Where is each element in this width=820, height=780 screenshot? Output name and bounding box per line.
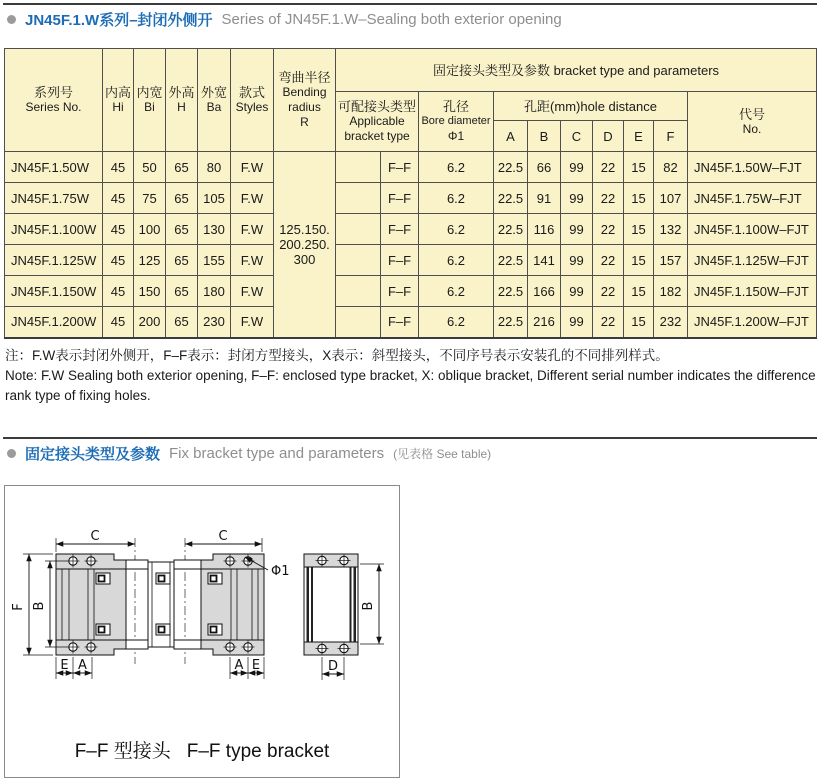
hdr-h-en: H: [177, 100, 186, 114]
dim-label-b-side: B: [361, 601, 376, 611]
cell-bi: 200: [134, 307, 166, 338]
hdr-h-zh: 外高: [168, 85, 195, 100]
cell-code: JN45F.1.100W–FJT: [688, 214, 817, 245]
group-header-bracket: 固定接头类型及参数 bracket type and parameters: [336, 49, 817, 92]
hdr-bi-zh: 内宽: [136, 85, 163, 100]
cell-series: JN45F.1.50W: [5, 152, 103, 183]
hdr-bending-r: R: [300, 115, 309, 129]
cell-bore: 6.2: [419, 152, 494, 183]
dim-label-c1: C: [90, 529, 100, 544]
cell-bracket: F–F: [381, 214, 419, 245]
section1-header: [7, 9, 562, 30]
hdr-bore-zh: 孔径: [442, 99, 469, 114]
cell-bracket-icon: [336, 245, 381, 276]
cell-hi: 45: [103, 276, 134, 307]
bracket-technical-drawing: [5, 486, 399, 777]
dim-label-e-left: E: [60, 658, 69, 673]
cell-code: JN45F.1.200W–FJT: [688, 307, 817, 338]
cell-e: 15: [624, 245, 654, 276]
cell-b: 141: [528, 245, 561, 276]
section1-title-zh: JN45F.1.W系列–封闭外侧开: [25, 12, 213, 29]
cell-b: 66: [528, 152, 561, 183]
cell-code: JN45F.1.150W–FJT: [688, 276, 817, 307]
dim-label-phi: Φ1: [271, 564, 290, 579]
col-header-applicable: [336, 92, 419, 152]
cell-bracket-icon: [336, 183, 381, 214]
cell-style: F.W: [231, 214, 274, 245]
cell-h: 65: [166, 183, 198, 214]
hdr-bending-en: Bending radius: [282, 85, 327, 114]
hdr-styles-en: Styles: [235, 100, 269, 114]
cell-style: F.W: [231, 276, 274, 307]
cell-hi: 45: [103, 214, 134, 245]
cell-h: 65: [166, 245, 198, 276]
cell-bracket: F–F: [381, 152, 419, 183]
cell-c: 99: [561, 276, 593, 307]
dim-label-a-left: A: [78, 658, 87, 673]
cell-c: 99: [561, 245, 593, 276]
cell-b: 91: [528, 183, 561, 214]
col-header-e: E: [624, 121, 654, 152]
cell-bi: 75: [134, 183, 166, 214]
cell-a: 22.5: [494, 307, 528, 338]
hdr-bore-phi: Φ1: [447, 129, 465, 143]
table-row: [5, 245, 817, 276]
hdr-bending-zh: 弯曲半径: [278, 70, 331, 85]
drawing-caption: [5, 736, 399, 763]
hdr-applicable-zh: 可配接头类型: [337, 99, 416, 114]
cell-ba: 180: [198, 276, 231, 307]
cell-ba: 155: [198, 245, 231, 276]
cell-d: 22: [593, 214, 624, 245]
cell-h: 65: [166, 214, 198, 245]
notes-block: [5, 346, 816, 406]
cell-hi: 45: [103, 245, 134, 276]
hdr-bi-en: Bi: [144, 100, 155, 114]
caption-en: F–F type bracket: [186, 741, 330, 762]
col-header-a: A: [494, 121, 528, 152]
table-row: [5, 152, 817, 183]
col-header-f: F: [654, 121, 688, 152]
dim-label-f: F: [11, 603, 26, 611]
cell-a: 22.5: [494, 183, 528, 214]
bullet-icon: [7, 449, 16, 458]
cell-f: 182: [654, 276, 688, 307]
cell-c: 99: [561, 152, 593, 183]
cell-series: JN45F.1.125W: [5, 245, 103, 276]
group-header-hole-distance: 孔距(mm)hole distance: [494, 92, 688, 121]
cell-e: 15: [624, 276, 654, 307]
cell-h: 65: [166, 276, 198, 307]
top-divider: [3, 3, 817, 5]
cell-c: 99: [561, 307, 593, 338]
cell-bracket: F–F: [381, 183, 419, 214]
hdr-series-en: Series No.: [25, 100, 82, 114]
col-header-bending: [274, 49, 336, 152]
section2-header: [7, 443, 491, 464]
cell-bracket: F–F: [381, 276, 419, 307]
cell-bore: 6.2: [419, 245, 494, 276]
cell-b: 116: [528, 214, 561, 245]
col-header-code: [688, 92, 817, 152]
cell-bracket-icon: [336, 214, 381, 245]
cell-style: F.W: [231, 307, 274, 338]
cell-d: 22: [593, 183, 624, 214]
cell-h: 65: [166, 152, 198, 183]
cell-f: 107: [654, 183, 688, 214]
hdr-ba-en: Ba: [206, 100, 222, 114]
bullet-icon: [7, 15, 16, 24]
cell-code: JN45F.1.75W–FJT: [688, 183, 817, 214]
dim-label-a-right: A: [234, 658, 244, 673]
cell-bore: 6.2: [419, 307, 494, 338]
hdr-hi-zh: 内高: [104, 85, 131, 100]
cell-a: 22.5: [494, 214, 528, 245]
hdr-code-zh: 代号: [738, 106, 765, 122]
cell-d: 22: [593, 245, 624, 276]
section-divider: [3, 437, 817, 439]
note-en: Note: F.W Sealing both exterior opening, F–F: enclosed type bracket, X: oblique bracket, Different serial number indicates the difference rank type of fixing holes.: [5, 368, 816, 403]
cell-b: 166: [528, 276, 561, 307]
hdr-code-en: No.: [742, 121, 762, 136]
cell-bi: 50: [134, 152, 166, 183]
dim-label-e-right: E: [251, 658, 261, 673]
cell-c: 99: [561, 214, 593, 245]
col-header-hi: [103, 49, 134, 152]
cell-bore: 6.2: [419, 183, 494, 214]
hdr-ba-zh: 外宽: [200, 85, 227, 100]
dim-label-b-left: B: [32, 601, 47, 611]
col-header-c: C: [561, 121, 593, 152]
cell-d: 22: [593, 307, 624, 338]
cell-e: 15: [624, 183, 654, 214]
cell-bending-radius: [274, 152, 336, 338]
section2-title-zh: 固定接头类型及参数: [25, 446, 161, 463]
table-row: [5, 276, 817, 307]
hdr-series-zh: 系列号: [33, 85, 73, 100]
spec-table: [4, 48, 817, 339]
cell-style: F.W: [231, 152, 274, 183]
cell-c: 99: [561, 183, 593, 214]
dim-label-d: D: [327, 659, 339, 674]
section1-title-en: Series of JN45F.1.W–Sealing both exterior opening: [221, 11, 562, 28]
hdr-styles-zh: 款式: [238, 85, 265, 100]
col-header-b: B: [528, 121, 561, 152]
cell-bracket-icon: [336, 307, 381, 338]
cell-series: JN45F.1.150W: [5, 276, 103, 307]
col-header-ba: [198, 49, 231, 152]
cell-code: JN45F.1.125W–FJT: [688, 245, 817, 276]
cell-f: 232: [654, 307, 688, 338]
cell-series: JN45F.1.75W: [5, 183, 103, 214]
col-header-d: D: [593, 121, 624, 152]
cell-hi: 45: [103, 183, 134, 214]
col-header-bi: [134, 49, 166, 152]
section2-title-en: Fix bracket type and parameters: [169, 445, 385, 462]
cell-hi: 45: [103, 152, 134, 183]
cell-b: 216: [528, 307, 561, 338]
cell-a: 22.5: [494, 276, 528, 307]
cell-e: 15: [624, 214, 654, 245]
dim-label-c2: C: [218, 529, 228, 544]
side-view: [304, 554, 358, 655]
hdr-hi-en: Hi: [112, 100, 124, 114]
caption-zh: F–F 型接头: [74, 741, 171, 762]
cell-a: 22.5: [494, 152, 528, 183]
cell-style: F.W: [231, 183, 274, 214]
cell-bore: 6.2: [419, 276, 494, 307]
cell-d: 22: [593, 276, 624, 307]
cell-ba: 105: [198, 183, 231, 214]
cell-d: 22: [593, 152, 624, 183]
cell-f: 82: [654, 152, 688, 183]
hdr-bore-en: Bore diameter: [421, 115, 491, 127]
bending-line1: 125.150.: [279, 221, 330, 237]
cell-a: 22.5: [494, 245, 528, 276]
col-header-h: [166, 49, 198, 152]
table-row: [5, 183, 817, 214]
cell-style: F.W: [231, 245, 274, 276]
cell-bi: 150: [134, 276, 166, 307]
table-row: [5, 214, 817, 245]
cell-bracket-icon: [336, 152, 381, 183]
bending-line2: 200.250.: [279, 236, 330, 252]
col-header-styles: [231, 49, 274, 152]
cell-series: JN45F.1.200W: [5, 307, 103, 338]
cell-f: 132: [654, 214, 688, 245]
col-header-series: [5, 49, 103, 152]
cell-e: 15: [624, 152, 654, 183]
table-row: [5, 307, 817, 338]
cell-bi: 100: [134, 214, 166, 245]
hdr-applicable-en: Applicable bracket type: [344, 114, 410, 143]
cell-e: 15: [624, 307, 654, 338]
cell-bracket-icon: [336, 276, 381, 307]
cell-h: 65: [166, 307, 198, 338]
note-zh: 注：F.W表示封闭外侧开，F–F表示：封闭方型接头，X表示：斜型接头，不同序号表示安装孔的不同排列样式。: [5, 348, 669, 363]
cell-ba: 130: [198, 214, 231, 245]
cell-series: JN45F.1.100W: [5, 214, 103, 245]
cell-bore: 6.2: [419, 214, 494, 245]
see-table-note: (见表格 See table): [393, 447, 492, 461]
bending-line3: 300: [293, 251, 316, 267]
cell-bracket: F–F: [381, 307, 419, 338]
cell-f: 157: [654, 245, 688, 276]
cell-bracket: F–F: [381, 245, 419, 276]
bracket-drawing-box: [4, 485, 400, 778]
cell-ba: 80: [198, 152, 231, 183]
cell-hi: 45: [103, 307, 134, 338]
cell-ba: 230: [198, 307, 231, 338]
cell-code: JN45F.1.50W–FJT: [688, 152, 817, 183]
col-header-bore: [419, 92, 494, 152]
cell-bi: 125: [134, 245, 166, 276]
